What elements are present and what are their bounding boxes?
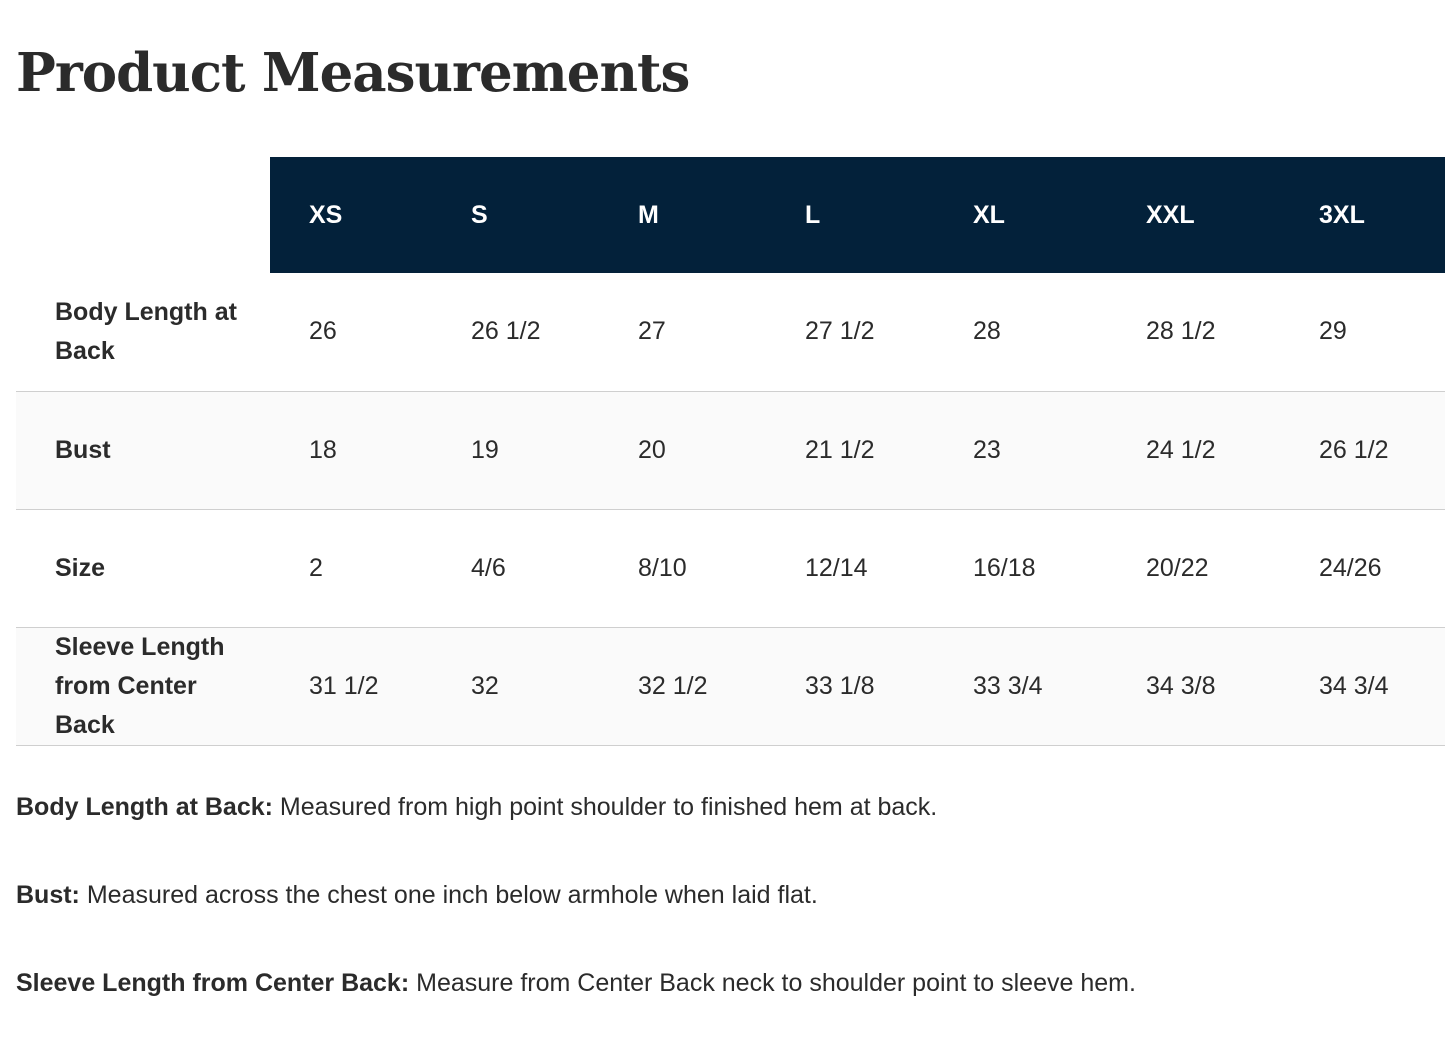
note-sleeve-length bbox=[16, 964, 1436, 1052]
table-cell: 33 3/4 bbox=[973, 671, 1043, 700]
table-cell: 2 bbox=[309, 553, 323, 582]
measurement-notes bbox=[16, 788, 1436, 1052]
table-cell: 12/14 bbox=[805, 553, 868, 582]
table-cell: 34 3/8 bbox=[1146, 671, 1216, 700]
table-row bbox=[16, 391, 1445, 509]
note-text: Measured from high point shoulder to finished hem at back. bbox=[272, 793, 938, 821]
note-body-length bbox=[16, 788, 1436, 876]
note-term: Bust: bbox=[16, 881, 80, 909]
size-header-xxl: XXL bbox=[1107, 157, 1280, 273]
table-cell: 33 1/8 bbox=[805, 671, 875, 700]
table-cell: 31 1/2 bbox=[309, 671, 379, 700]
size-header-m: M bbox=[599, 157, 766, 273]
table-cell: 32 1/2 bbox=[638, 671, 708, 700]
table-cell: 18 bbox=[309, 435, 337, 464]
table-cell: 24 1/2 bbox=[1146, 435, 1216, 464]
note-text: Measured across the chest one inch below armhole when laid flat. bbox=[79, 881, 818, 909]
note-term: Sleeve Length from Center Back: bbox=[16, 969, 410, 997]
table-cell: 23 bbox=[973, 435, 1001, 464]
table-row bbox=[16, 627, 1445, 745]
size-header-xl: XL bbox=[934, 157, 1107, 273]
row-label-sleeve-length: Sleeve Length from Center Back bbox=[55, 632, 225, 739]
table-row bbox=[16, 509, 1445, 627]
table-cell: 19 bbox=[471, 435, 499, 464]
header-corner-cell bbox=[16, 157, 270, 273]
table-cell: 34 3/4 bbox=[1319, 671, 1389, 700]
table-cell: 28 1/2 bbox=[1146, 317, 1216, 346]
table-cell: 21 1/2 bbox=[805, 435, 875, 464]
table-cell: 26 1/2 bbox=[1319, 435, 1389, 464]
row-label-body-length: Body Length at Back bbox=[55, 297, 237, 365]
size-header-xs: XS bbox=[270, 157, 432, 273]
table-cell: 32 bbox=[471, 671, 499, 700]
table-cell: 29 bbox=[1319, 317, 1347, 346]
table-cell: 24/26 bbox=[1319, 553, 1382, 582]
note-term: Body Length at Back: bbox=[16, 793, 273, 821]
table-cell: 20 bbox=[638, 435, 666, 464]
row-label-bust: Bust bbox=[55, 435, 111, 464]
size-header-s: S bbox=[432, 157, 599, 273]
size-header-row bbox=[16, 157, 1445, 273]
table-cell: 26 1/2 bbox=[471, 317, 541, 346]
table-cell: 16/18 bbox=[973, 553, 1036, 582]
table-cell: 20/22 bbox=[1146, 553, 1209, 582]
note-text: Measure from Center Back neck to shoulder point to sleeve hem. bbox=[409, 969, 1136, 997]
table-cell: 27 1/2 bbox=[805, 317, 875, 346]
table-cell: 8/10 bbox=[638, 553, 687, 582]
table-cell: 4/6 bbox=[471, 553, 506, 582]
page-title: Product Measurements bbox=[16, 42, 690, 104]
measurements-table bbox=[16, 157, 1445, 746]
size-header-3xl: 3XL bbox=[1280, 157, 1445, 273]
table-cell: 27 bbox=[638, 317, 666, 346]
table-cell: 26 bbox=[309, 317, 337, 346]
size-header-l: L bbox=[766, 157, 934, 273]
table-row bbox=[16, 273, 1445, 391]
table-cell: 28 bbox=[973, 317, 1001, 346]
note-bust bbox=[16, 876, 1436, 964]
row-label-size: Size bbox=[55, 553, 106, 582]
